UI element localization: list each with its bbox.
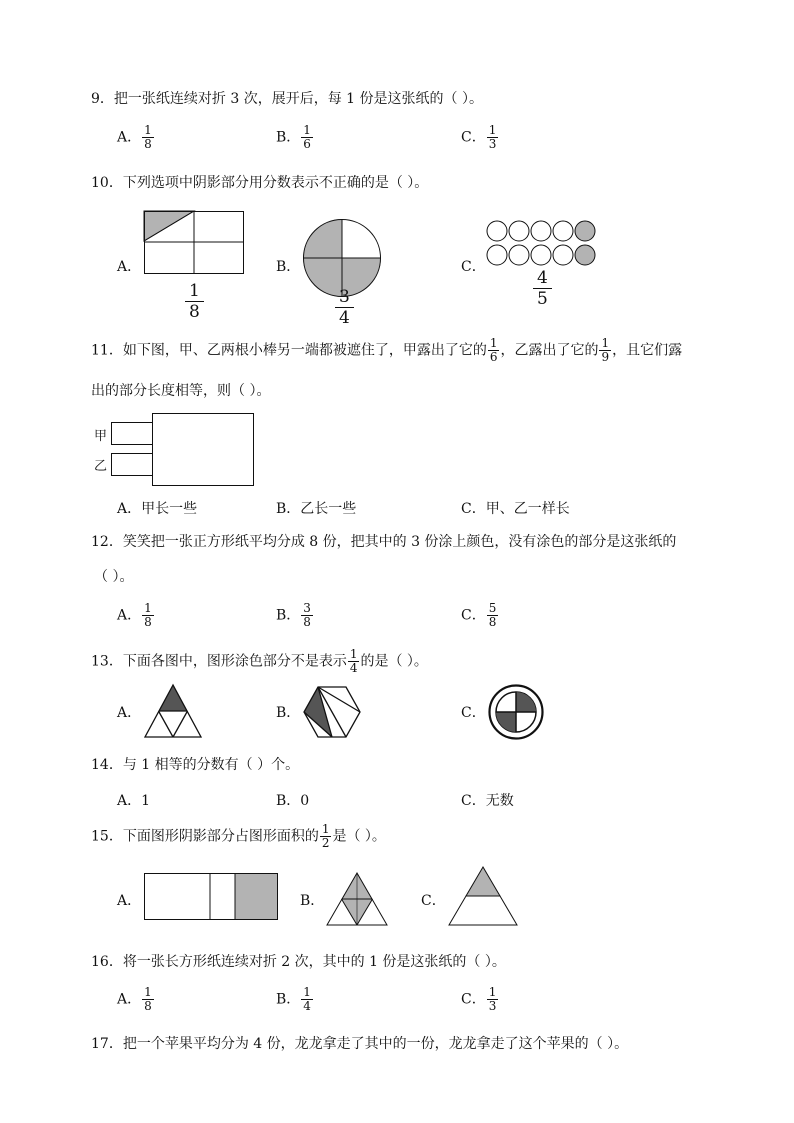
question-12-line2: （ ）。 [94, 569, 134, 585]
stick-label-yi: 乙 [94, 459, 108, 474]
q10-option-c-label[interactable]: C． [461, 259, 486, 275]
q13-option-a-label[interactable]: A． [117, 705, 142, 721]
q11-option-b[interactable]: B．乙长一些 [276, 501, 357, 517]
question-17: 17．把一个苹果平均分为 4 份，龙龙拿走了其中的一份，龙龙拿走了这个苹果的（ ）。 [91, 1036, 629, 1052]
q14-option-b[interactable]: B．0 [276, 793, 310, 809]
q11-option-c[interactable]: C．甲、乙一样长 [461, 501, 570, 517]
q10-c-fraction: $\frac{4}{5}$ [533, 268, 552, 309]
question-14: 14．与 1 相等的分数有（ ）个。 [91, 757, 300, 773]
q12-option-a[interactable]: A． $\frac{1}{8}$ [117, 601, 152, 629]
fraction: $\frac{1}{4}$ [349, 647, 358, 675]
question-16: 16．将一张长方形纸连续对折 2 次，其中的 1 份是这张纸的（ ）。 [91, 954, 506, 970]
q13-circle-figure [488, 684, 544, 740]
q11-sticks-figure [111, 413, 255, 487]
question-10: 10．下列选项中阴影部分用分数表示不正确的是（ ）。 [91, 175, 429, 191]
fraction: $\frac{1}{3}$ [488, 985, 497, 1013]
q10-option-b-label[interactable]: B． [276, 259, 301, 275]
fraction: $\frac{1}{3}$ [488, 123, 497, 151]
fraction: $\frac{1}{6}$ [489, 336, 498, 364]
q13-hexagon-figure [303, 685, 361, 739]
fraction: $\frac{1}{4}$ [303, 985, 311, 1013]
q11-option-a[interactable]: A．甲长一些 [117, 501, 198, 517]
q13-option-c-label[interactable]: C． [461, 705, 486, 721]
q10-option-a-label[interactable]: A． [117, 259, 142, 275]
question-11: 11．如下图，甲、乙两根小棒另一端都被遮住了，甲露出了它的 $\frac{1}{6}$ ，乙露出了它的 $\frac{1}{9}$ ，且它们露 [91, 336, 683, 364]
question-11-line2: 出的部分长度相等，则（ ）。 [91, 383, 271, 399]
q15-triangle-figure [448, 866, 518, 926]
q13-triangle-figure [144, 684, 202, 738]
q15-option-a-label[interactable]: A． [117, 893, 142, 909]
q9-option-c[interactable]: C． $\frac{1}{3}$ [461, 123, 497, 151]
q12-option-b[interactable]: B． $\frac{3}{8}$ [276, 601, 311, 629]
fraction: $\frac{5}{8}$ [488, 601, 497, 629]
question-15: 15．下面图形阴影部分占图形面积的 $\frac{1}{2}$ 是（ ）。 [91, 822, 386, 850]
q14-option-a[interactable]: A．1 [117, 793, 151, 809]
q10-circle-figure [303, 219, 381, 297]
q15-option-b-label[interactable]: B． [300, 893, 325, 909]
q10-a-fraction: $\frac{1}{8}$ [185, 281, 204, 322]
q15-triangle-grid-figure [326, 872, 388, 926]
stick-label-jia: 甲 [94, 429, 108, 444]
q15-option-c-label[interactable]: C． [421, 893, 446, 909]
q9-option-a[interactable]: A． $\frac{1}{8}$ [117, 123, 152, 151]
q9-option-b[interactable]: B． $\frac{1}{6}$ [276, 123, 311, 151]
question-12: 12．笑笑把一张正方形纸平均分成 8 份，把其中的 3 份涂上颜色，没有涂色的部分是这张纸的 [91, 534, 677, 550]
q15-rectangle-figure [144, 873, 278, 921]
q10-rectangle-figure [144, 211, 244, 275]
q14-option-c[interactable]: C．无数 [461, 793, 514, 809]
q10-circles-figure [486, 220, 600, 268]
fraction: $\frac{1}{8}$ [144, 123, 152, 151]
fraction: $\frac{1}{2}$ [321, 822, 330, 850]
q16-option-c[interactable]: C． $\frac{1}{3}$ [461, 985, 497, 1013]
fraction: $\frac{1}{8}$ [144, 601, 152, 629]
q16-option-b[interactable]: B． $\frac{1}{4}$ [276, 985, 311, 1013]
fraction: $\frac{1}{8}$ [144, 985, 152, 1013]
fraction: $\frac{1}{9}$ [601, 336, 610, 364]
q16-option-a[interactable]: A． $\frac{1}{8}$ [117, 985, 152, 1013]
question-9: 9．把一张纸连续对折 3 次，展开后，每 1 份是这张纸的（ ）。 [91, 91, 483, 107]
q12-option-c[interactable]: C． $\frac{5}{8}$ [461, 601, 497, 629]
q13-option-b-label[interactable]: B． [276, 705, 301, 721]
q10-b-fraction: $\frac{3}{4}$ [335, 287, 354, 328]
question-13: 13．下面各图中，图形涂色部分不是表示 $\frac{1}{4}$ 的是（ ）。 [91, 647, 428, 675]
fraction: $\frac{1}{6}$ [303, 123, 311, 151]
fraction: $\frac{3}{8}$ [303, 601, 311, 629]
